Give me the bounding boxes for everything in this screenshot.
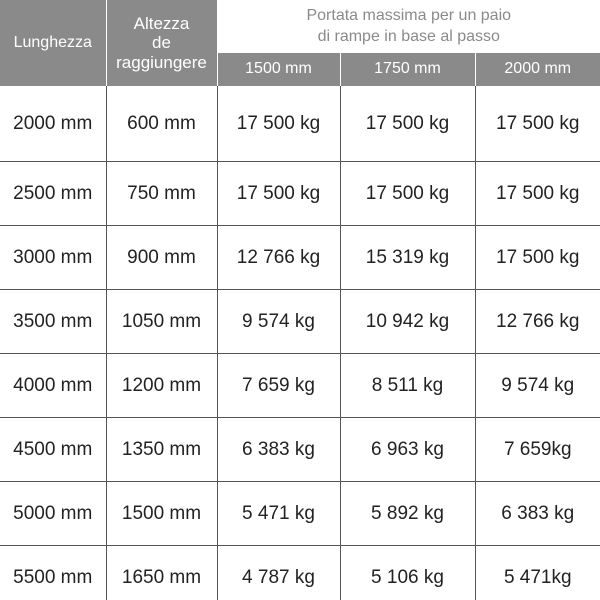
- cell-portata-2000: 6 383 kg: [475, 482, 600, 546]
- cell-portata-1500: 7 659 kg: [217, 354, 340, 418]
- table-row: [0, 290, 600, 354]
- header-passo-1750: 1750 mm: [340, 53, 475, 87]
- header-altezza-line1: Altezza: [133, 13, 190, 33]
- table-row: [0, 86, 600, 162]
- cell-portata-1500: 4 787 kg: [217, 546, 340, 600]
- table-row: [0, 546, 600, 600]
- header-portata-line1: Portata massima per un paio: [306, 7, 512, 24]
- cell-altezza: 1200 mm: [106, 354, 217, 418]
- cell-altezza: 1050 mm: [106, 290, 217, 354]
- cell-portata-1750: 5 892 kg: [340, 482, 475, 546]
- cell-altezza: 600 mm: [106, 86, 217, 162]
- cell-portata-1750: 5 106 kg: [340, 546, 475, 600]
- cell-portata-1750: 6 963 kg: [340, 418, 475, 482]
- cell-altezza: 900 mm: [106, 226, 217, 290]
- cell-portata-1750: 17 500 kg: [340, 162, 475, 226]
- table-row: [0, 162, 600, 226]
- header-passo-1500: 1500 mm: [217, 53, 340, 87]
- table-row: [0, 354, 600, 418]
- cell-lunghezza: 2500 mm: [0, 162, 106, 226]
- table-row: [0, 418, 600, 482]
- cell-lunghezza: 5000 mm: [0, 482, 106, 546]
- header-altezza-line3: raggiungere: [116, 52, 207, 72]
- cell-altezza: 1500 mm: [106, 482, 217, 546]
- cell-portata-1500: 12 766 kg: [217, 226, 340, 290]
- header-passo-2000: 2000 mm: [475, 53, 600, 87]
- cell-portata-1500: 9 574 kg: [217, 290, 340, 354]
- cell-lunghezza: 3500 mm: [0, 290, 106, 354]
- cell-portata-2000: 17 500 kg: [475, 226, 600, 290]
- header-portata-line2: di rampe in base al passo: [317, 28, 500, 45]
- cell-portata-2000: 17 500 kg: [475, 86, 600, 162]
- cell-portata-1750: 10 942 kg: [340, 290, 475, 354]
- cell-portata-2000: 5 471kg: [503, 566, 572, 588]
- cell-portata-2000: 12 766 kg: [475, 290, 600, 354]
- cell-portata-1500: 5 471 kg: [217, 482, 340, 546]
- cell-altezza: 1350 mm: [106, 418, 217, 482]
- header-lunghezza: Lunghezza: [0, 0, 106, 86]
- cell-portata-2000: 17 500 kg: [475, 162, 600, 226]
- table-row: [0, 482, 600, 546]
- cell-portata-1500: 6 383 kg: [217, 418, 340, 482]
- cell-portata-1500: 17 500 kg: [217, 162, 340, 226]
- cell-lunghezza: 4500 mm: [0, 418, 106, 482]
- cell-altezza: 1650 mm: [106, 546, 217, 600]
- table-body: [0, 86, 600, 600]
- header-portata-group: [217, 0, 600, 53]
- cell-portata-1750: 15 319 kg: [340, 226, 475, 290]
- cell-lunghezza: 3000 mm: [0, 226, 106, 290]
- table-header: [0, 0, 600, 86]
- cell-portata-1750: 17 500 kg: [340, 86, 475, 162]
- cell-portata-2000: 9 574 kg: [475, 354, 600, 418]
- cell-lunghezza: 2000 mm: [0, 86, 106, 162]
- cell-portata-1750: 8 511 kg: [340, 354, 475, 418]
- table-row: [0, 226, 600, 290]
- header-altezza-line2: de: [152, 33, 171, 53]
- cell-altezza: 750 mm: [106, 162, 217, 226]
- cell-lunghezza: 5500 mm: [0, 546, 106, 600]
- header-altezza: [106, 0, 217, 86]
- cell-lunghezza: 4000 mm: [0, 354, 106, 418]
- cell-portata-1500: 17 500 kg: [217, 86, 340, 162]
- cell-portata-2000: 7 659kg: [475, 418, 600, 482]
